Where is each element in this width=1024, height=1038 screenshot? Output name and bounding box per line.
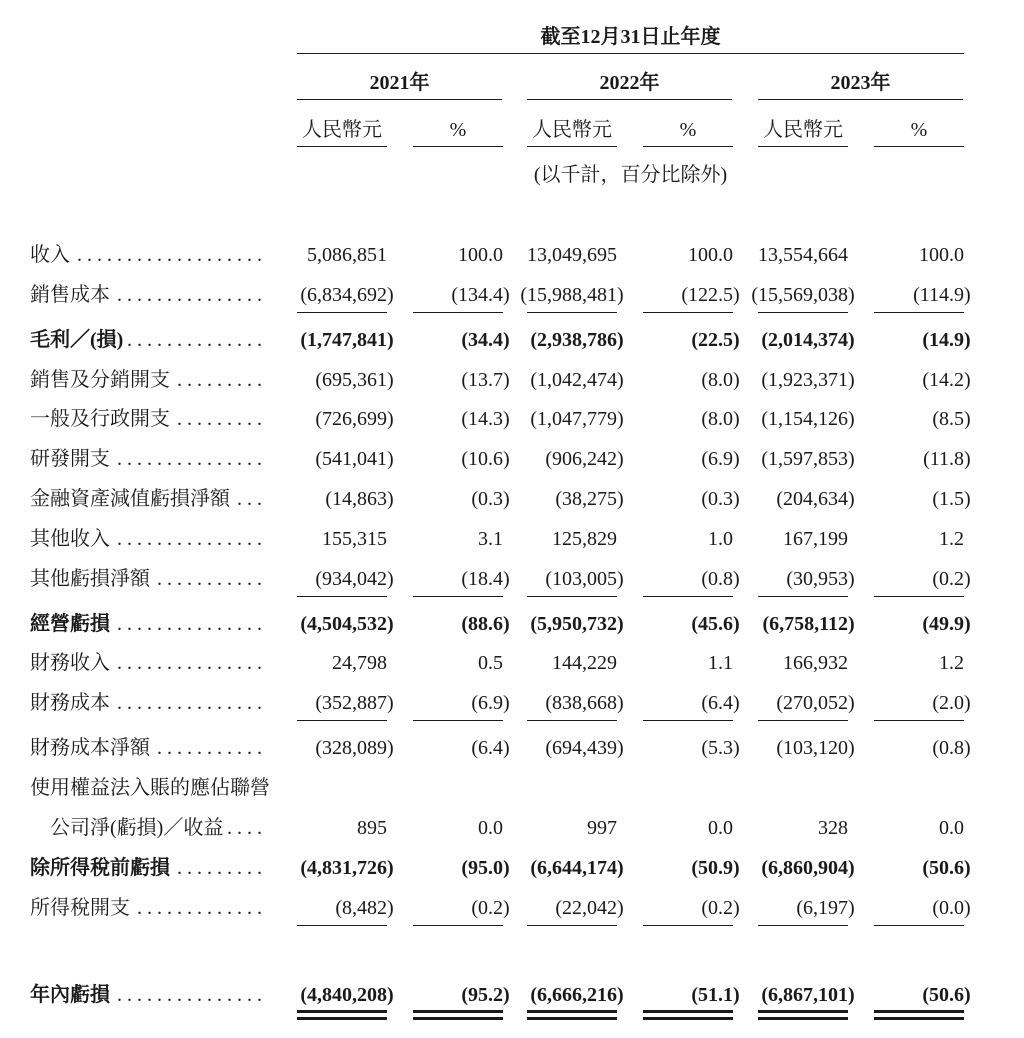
cell-value: (726,699) — [315, 408, 394, 431]
amount-cell — [758, 236, 848, 272]
cell-value: (1,747,841) — [300, 328, 394, 351]
cell-value: (6,867,101) — [761, 983, 855, 1006]
percent-cell — [874, 560, 971, 597]
percent-column-header: % — [643, 115, 733, 147]
cell-value: (5.3) — [701, 737, 740, 760]
amount-cell — [527, 684, 624, 721]
leader-dots — [155, 560, 262, 600]
cell-value: 1.0 — [708, 527, 733, 550]
percent-cell — [413, 644, 503, 680]
amount-cell — [297, 976, 394, 1013]
cell-value: (1,597,853) — [761, 448, 855, 471]
cell-value: (694,439) — [545, 737, 624, 760]
table-row — [0, 321, 1024, 361]
amount-cell — [297, 889, 394, 926]
cell-value: (134.4) — [451, 283, 510, 306]
percent-cell — [643, 480, 740, 516]
amount-cell — [527, 729, 624, 765]
amount-cell — [527, 440, 624, 476]
amount-cell — [758, 560, 855, 597]
percent-cell — [413, 276, 510, 313]
cell-value: 0.5 — [478, 652, 503, 675]
cell-value: (0.2) — [932, 567, 971, 590]
leader-dots — [155, 729, 262, 769]
cell-value: (0.2) — [471, 896, 510, 919]
percent-cell — [643, 520, 733, 556]
cell-value: (10.6) — [461, 448, 510, 471]
cell-value: (0.2) — [701, 896, 740, 919]
cell-value: (838,668) — [545, 692, 624, 715]
amount-cell — [297, 560, 394, 597]
amount-cell — [527, 321, 624, 357]
cell-value: 5,086,851 — [307, 244, 387, 266]
percent-cell — [874, 321, 971, 357]
leader-dots — [175, 400, 262, 440]
percent-cell — [874, 236, 964, 272]
row-label-text: 公司淨(虧損)／收益 — [50, 816, 224, 839]
amount-cell — [758, 520, 848, 556]
table-row — [0, 729, 1024, 769]
amount-cell — [527, 480, 624, 516]
percent-cell — [874, 684, 971, 721]
cell-value: 3.1 — [478, 527, 503, 550]
cell-value: (88.6) — [461, 612, 510, 635]
percent-cell — [874, 361, 971, 397]
cell-value: (204,634) — [776, 488, 855, 511]
cell-value: (114.9) — [913, 283, 971, 306]
cell-value: (541,041) — [315, 448, 394, 471]
amount-cell — [297, 400, 394, 436]
table-row — [0, 889, 1024, 929]
cell-value: (1,042,474) — [530, 368, 624, 391]
row-label — [30, 684, 262, 724]
percent-cell — [643, 440, 740, 476]
cell-value: (0.0) — [932, 896, 971, 919]
cell-value: (50.6) — [922, 983, 971, 1006]
cell-value: 0.0 — [939, 816, 964, 839]
percent-cell — [643, 684, 740, 721]
cell-value: (51.1) — [691, 983, 740, 1006]
cell-value: (6,644,174) — [530, 856, 624, 879]
cell-value: (45.6) — [691, 612, 740, 635]
cell-value: 100.0 — [919, 244, 964, 266]
percent-cell — [643, 321, 740, 357]
leader-dots — [235, 480, 262, 520]
amount-cell — [297, 361, 394, 397]
table-row — [0, 276, 1024, 316]
amount-cell — [297, 729, 394, 765]
cell-value: (4,504,532) — [300, 612, 394, 635]
amount-cell — [527, 889, 624, 926]
cell-value: (906,242) — [545, 448, 624, 471]
amount-cell — [297, 321, 394, 357]
row-label-text: 所得稅開支 — [30, 896, 130, 919]
amount-cell — [297, 684, 394, 721]
row-label — [30, 400, 262, 440]
cell-value: 1.2 — [939, 652, 964, 675]
cell-value: 1.1 — [708, 652, 733, 675]
percent-cell — [643, 849, 740, 885]
cell-value: (22,042) — [555, 896, 624, 919]
cell-value: (122.5) — [681, 283, 740, 306]
percent-cell — [643, 605, 740, 641]
cell-value: (50.6) — [922, 856, 971, 879]
row-label-text: 其他虧損淨額 — [30, 567, 150, 590]
percent-cell — [413, 605, 510, 641]
leader-dots — [128, 321, 262, 361]
table-row — [0, 769, 1024, 849]
amount-cell — [758, 809, 848, 845]
amount-cell — [297, 809, 387, 845]
cell-value: (6,860,904) — [761, 856, 855, 879]
cell-value: (34.4) — [461, 328, 510, 351]
row-label — [30, 520, 262, 560]
leader-dots — [175, 361, 262, 401]
table-row — [0, 400, 1024, 440]
percent-cell — [643, 276, 740, 313]
leader-dots — [115, 644, 262, 684]
cell-value: (1.5) — [932, 488, 971, 511]
amount-cell — [527, 520, 617, 556]
year-header: 2022年 — [527, 68, 732, 100]
cell-value: (4,840,208) — [300, 983, 394, 1006]
amount-cell — [527, 605, 624, 641]
table-row — [0, 976, 1024, 1016]
percent-cell — [874, 729, 971, 765]
amount-column-header: 人民幣元 — [758, 115, 848, 147]
leader-dots — [115, 684, 262, 724]
cell-value: (14.9) — [922, 328, 971, 351]
cell-value: (14.3) — [461, 408, 510, 431]
row-label — [30, 480, 262, 520]
cell-value: (1,923,371) — [761, 368, 855, 391]
cell-value: (6,666,216) — [530, 983, 624, 1006]
row-label-text: 財務成本 — [30, 692, 110, 715]
leader-dots — [115, 440, 262, 480]
row-label — [30, 889, 262, 929]
row-label — [30, 361, 262, 401]
year-header: 2021年 — [297, 68, 502, 100]
percent-cell — [413, 361, 510, 397]
percent-cell — [643, 560, 740, 597]
amount-cell — [297, 236, 387, 272]
cell-value: (95.2) — [461, 983, 510, 1006]
cell-value: (14,863) — [325, 488, 394, 511]
leader-dots — [175, 849, 262, 889]
row-label — [30, 776, 270, 849]
amount-cell — [758, 684, 855, 721]
row-label-text: 金融資產減值虧損淨額 — [30, 488, 230, 511]
percent-column-header: % — [874, 115, 964, 147]
cell-value: 0.0 — [708, 816, 733, 839]
percent-cell — [413, 684, 510, 721]
cell-value: (95.0) — [461, 856, 510, 879]
percent-cell — [874, 605, 971, 641]
percent-cell — [874, 976, 971, 1013]
cell-value: (0.3) — [701, 488, 740, 511]
row-label-text: 研發開支 — [30, 448, 110, 471]
cell-value: 0.0 — [478, 816, 503, 839]
row-label — [30, 276, 262, 316]
percent-cell — [874, 889, 971, 926]
amount-cell — [758, 605, 855, 641]
row-label-text: 收入 — [30, 244, 70, 266]
cell-value: (8,482) — [335, 896, 394, 919]
amount-cell — [520, 276, 624, 313]
amount-cell — [527, 809, 617, 845]
percent-cell — [413, 809, 503, 845]
row-label-text: 財務成本淨額 — [30, 737, 150, 760]
cell-value: (38,275) — [555, 488, 624, 511]
amount-cell — [751, 276, 855, 313]
table-row — [0, 361, 1024, 401]
percent-cell — [643, 976, 740, 1013]
percent-cell — [874, 809, 964, 845]
cell-value: (934,042) — [315, 567, 394, 590]
percent-column-header: % — [413, 115, 503, 147]
percent-cell — [874, 520, 964, 556]
amount-cell — [758, 321, 855, 357]
amount-cell — [297, 644, 387, 680]
amount-column-header: 人民幣元 — [527, 115, 617, 147]
row-label — [30, 605, 262, 645]
row-label-text: 經營虧損 — [30, 612, 110, 635]
cell-value: (2,014,374) — [761, 328, 855, 351]
cell-value: (0.8) — [932, 737, 971, 760]
row-label — [30, 976, 262, 1016]
row-label-text: 銷售成本 — [30, 283, 110, 306]
cell-value: (18.4) — [461, 567, 510, 590]
percent-cell — [643, 809, 733, 845]
cell-value: (15,988,481) — [520, 283, 624, 306]
percent-cell — [643, 236, 733, 272]
amount-cell — [527, 236, 617, 272]
amount-cell — [297, 849, 394, 885]
table-row — [0, 236, 1024, 276]
cell-value: (328,089) — [315, 737, 394, 760]
percent-cell — [874, 276, 971, 313]
table-row — [0, 520, 1024, 560]
row-label-text: 銷售及分銷開支 — [30, 368, 170, 391]
cell-value: (2,938,786) — [530, 328, 624, 351]
cell-value: (13.7) — [461, 368, 510, 391]
table-row — [0, 560, 1024, 600]
amount-cell — [527, 976, 624, 1013]
leader-dots — [115, 276, 262, 316]
row-label-text: 其他收入 — [30, 527, 110, 550]
cell-value: (6.4) — [701, 692, 740, 715]
cell-value: (352,887) — [315, 692, 394, 715]
cell-value: (0.8) — [701, 567, 740, 590]
cell-value: 1.2 — [939, 527, 964, 550]
amount-cell — [758, 400, 855, 436]
cell-value: (5,950,732) — [530, 612, 624, 635]
row-label — [30, 440, 262, 480]
row-label-text: 毛利／(損) — [30, 328, 124, 351]
cell-value: 100.0 — [688, 244, 733, 266]
cell-value: (6.4) — [471, 737, 510, 760]
cell-value: (8.5) — [932, 408, 971, 431]
table-row — [0, 605, 1024, 645]
percent-cell — [413, 849, 510, 885]
cell-value: 144,229 — [552, 652, 617, 675]
cell-value: 895 — [357, 816, 387, 839]
percent-cell — [874, 849, 971, 885]
cell-value: (8.0) — [701, 408, 740, 431]
table-row — [0, 684, 1024, 724]
row-label-text: 財務收入 — [30, 652, 110, 675]
row-label — [30, 644, 262, 684]
table-row — [0, 644, 1024, 684]
percent-cell — [413, 976, 510, 1013]
row-label-text: 年內虧損 — [30, 983, 110, 1006]
percent-cell — [874, 644, 964, 680]
cell-value: (6.9) — [701, 448, 740, 471]
cell-value: 155,315 — [322, 527, 387, 550]
percent-cell — [413, 520, 503, 556]
row-label — [30, 321, 262, 361]
cell-value: (8.0) — [701, 368, 740, 391]
cell-value: (1,047,779) — [530, 408, 624, 431]
income-statement-table — [0, 236, 1024, 1016]
percent-cell — [413, 480, 510, 516]
period-header: 截至12月31日止年度 — [297, 22, 964, 54]
cell-value: 13,049,695 — [527, 244, 617, 266]
percent-cell — [413, 321, 510, 357]
percent-cell — [643, 400, 740, 436]
cell-value: (6.9) — [471, 692, 510, 715]
cell-value: 125,829 — [552, 527, 617, 550]
leader-dots — [115, 605, 262, 645]
cell-value: (1,154,126) — [761, 408, 855, 431]
percent-cell — [643, 729, 740, 765]
cell-value: (6,834,692) — [300, 283, 394, 306]
cell-value: (6,197) — [796, 896, 855, 919]
cell-value: 100.0 — [458, 244, 503, 266]
amount-cell — [297, 520, 387, 556]
cell-value: (2.0) — [932, 692, 971, 715]
cell-value: 328 — [818, 816, 848, 839]
row-label — [30, 236, 262, 276]
amount-cell — [758, 976, 855, 1013]
table-row — [0, 480, 1024, 520]
amount-cell — [527, 560, 624, 597]
unit-note: (以千計，百分比除外) — [533, 164, 728, 186]
amount-cell — [758, 849, 855, 885]
amount-cell — [758, 361, 855, 397]
amount-cell — [758, 480, 855, 516]
row-label — [30, 560, 262, 600]
percent-cell — [413, 560, 510, 597]
percent-cell — [413, 889, 510, 926]
leader-dots — [135, 889, 262, 929]
cell-value: (22.5) — [691, 328, 740, 351]
amount-cell — [297, 440, 394, 476]
cell-value: (50.9) — [691, 856, 740, 879]
amount-cell — [297, 276, 394, 313]
cell-value: 997 — [587, 816, 617, 839]
amount-cell — [758, 440, 855, 476]
amount-cell — [527, 849, 624, 885]
cell-value: (270,052) — [776, 692, 855, 715]
percent-cell — [874, 440, 971, 476]
cell-value: (6,758,112) — [762, 612, 855, 635]
cell-value: (0.3) — [471, 488, 510, 511]
amount-column-header: 人民幣元 — [297, 115, 387, 147]
percent-cell — [413, 729, 510, 765]
leader-dots — [115, 520, 262, 560]
cell-value: (15,569,038) — [751, 283, 855, 306]
percent-cell — [413, 400, 510, 436]
table-row — [0, 440, 1024, 480]
amount-cell — [527, 361, 624, 397]
amount-cell — [758, 889, 855, 926]
row-label — [30, 849, 262, 889]
percent-cell — [643, 361, 740, 397]
cell-value: (14.2) — [922, 368, 971, 391]
row-label-first-line: 使用權益法入賬的應佔聯營 — [30, 776, 270, 799]
row-label-text: 除所得稅前虧損 — [30, 856, 170, 879]
percent-cell — [413, 236, 503, 272]
cell-value: 166,932 — [783, 652, 848, 675]
percent-cell — [413, 440, 510, 476]
table-row — [0, 849, 1024, 889]
cell-value: (103,005) — [545, 567, 624, 590]
amount-cell — [527, 644, 617, 680]
amount-cell — [758, 644, 848, 680]
amount-cell — [297, 480, 394, 516]
row-label-text: 一般及行政開支 — [30, 408, 170, 431]
cell-value: 167,199 — [783, 527, 848, 550]
leader-dots — [75, 236, 262, 276]
cell-value: (695,361) — [315, 368, 394, 391]
cell-value: (11.8) — [923, 448, 971, 471]
cell-value: (30,953) — [786, 567, 855, 590]
percent-cell — [643, 644, 733, 680]
cell-value: (49.9) — [922, 612, 971, 635]
amount-cell — [297, 605, 394, 641]
percent-cell — [874, 480, 971, 516]
leader-dots — [228, 809, 262, 849]
row-label — [30, 729, 262, 769]
year-header: 2023年 — [758, 68, 963, 100]
cell-value: 24,798 — [332, 652, 387, 675]
amount-cell — [758, 729, 855, 765]
percent-cell — [643, 889, 740, 926]
leader-dots — [115, 976, 262, 1016]
amount-cell — [527, 400, 624, 436]
cell-value: (103,120) — [776, 737, 855, 760]
percent-cell — [874, 400, 971, 436]
cell-value: (4,831,726) — [300, 856, 394, 879]
cell-value: 13,554,664 — [758, 244, 848, 266]
